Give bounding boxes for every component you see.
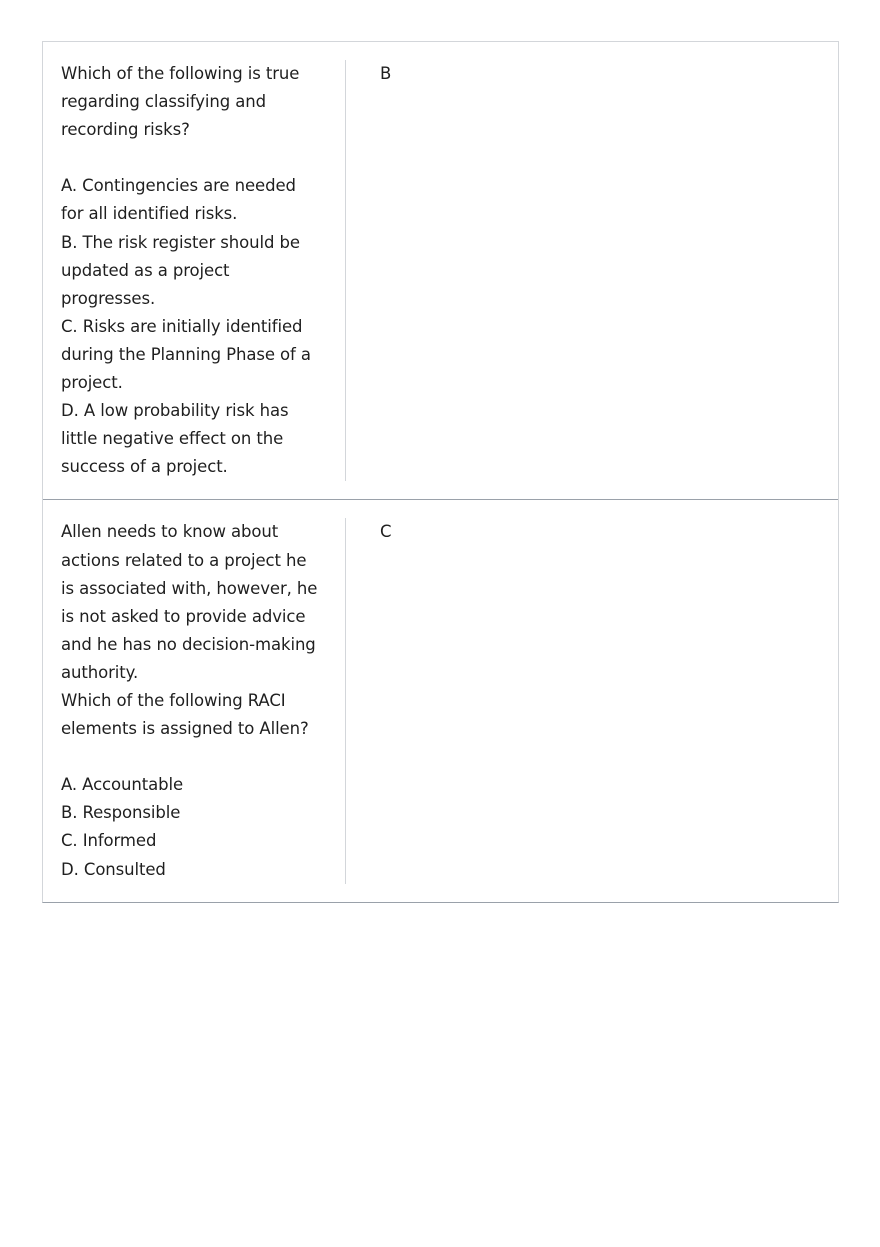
question-cell xyxy=(43,42,345,499)
option-d-line: D. Consulted xyxy=(61,859,166,879)
option-d-line: success of a project. xyxy=(61,457,228,477)
question-line: regarding classifying and xyxy=(61,92,267,112)
question-cell xyxy=(43,500,345,901)
option-d-line: D. A low probability risk has xyxy=(61,401,289,421)
question-line: authority. xyxy=(61,662,139,682)
answer-cell xyxy=(346,42,838,499)
question-line: elements is assigned to Allen? xyxy=(61,719,309,739)
spacer xyxy=(61,144,325,172)
option-c-line: project. xyxy=(61,373,123,393)
option-b-line: updated as a project xyxy=(61,260,230,280)
question-line: recording risks? xyxy=(61,120,190,140)
flashcard-table xyxy=(42,41,839,903)
option-a-line: for all identified risks. xyxy=(61,204,238,224)
option-c-line: during the Planning Phase of a xyxy=(61,344,311,364)
option-b-line: B. The risk register should be xyxy=(61,232,300,252)
answer-text: C xyxy=(380,522,392,542)
flashcard-row xyxy=(43,499,838,901)
answer-cell xyxy=(346,500,838,901)
question-line: Which of the following is true xyxy=(61,64,300,83)
option-c-line: C. Informed xyxy=(61,831,157,851)
option-d-line: little negative effect on the xyxy=(61,429,284,449)
option-b-line: B. Responsible xyxy=(61,803,181,823)
question-line: is associated with, however, he xyxy=(61,578,318,598)
answer-text: B xyxy=(380,64,392,83)
option-a-line: A. Accountable xyxy=(61,775,184,795)
question-line: and he has no decision-making xyxy=(61,634,316,654)
question-line: is not asked to provide advice xyxy=(61,606,306,626)
option-c-line: C. Risks are initially identified xyxy=(61,316,303,336)
question-line: actions related to a project he xyxy=(61,550,307,570)
question-line: Allen needs to know about xyxy=(61,522,279,542)
flashcard-row xyxy=(43,42,838,499)
spacer xyxy=(61,743,325,771)
option-b-line: progresses. xyxy=(61,288,156,308)
question-line: Which of the following RACI xyxy=(61,690,286,710)
option-a-line: A. Contingencies are needed xyxy=(61,176,296,196)
